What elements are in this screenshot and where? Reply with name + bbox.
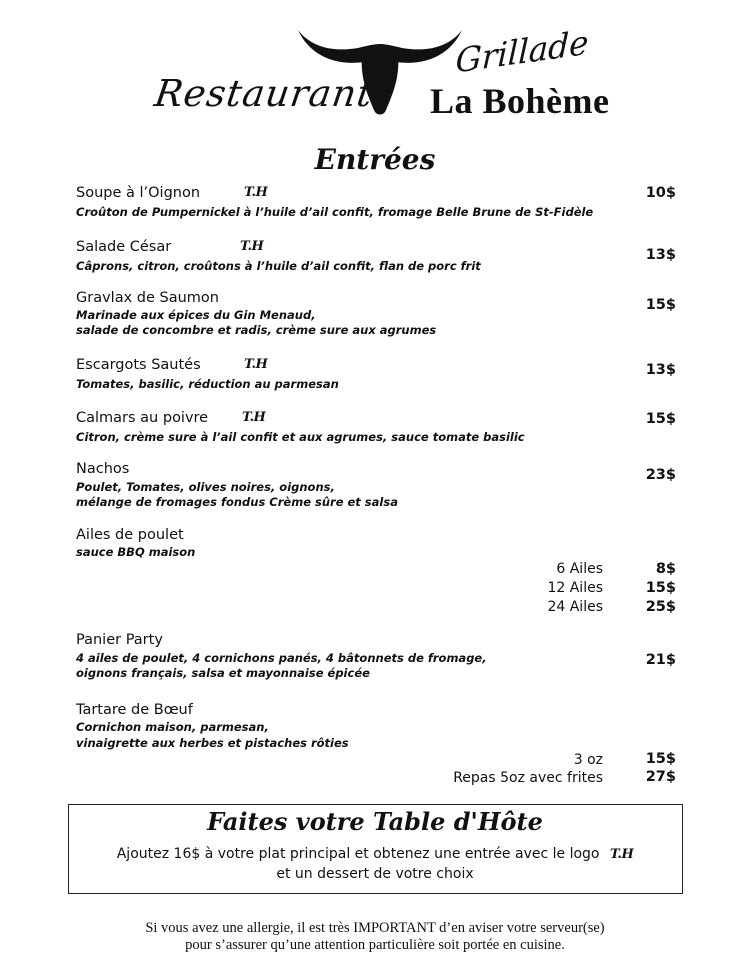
item-name: Tartare de Bœuf xyxy=(76,702,193,718)
item-price: 21$ xyxy=(645,652,676,668)
logo-grillade-text: Grillade xyxy=(454,22,590,81)
th-logo-icon: T.H xyxy=(244,185,268,200)
item-description: Câprons, citron, croûtons à l’huile d’ail confit, flan de porc frit xyxy=(76,259,481,273)
allergy-notice-line-1: Si vous avez une allergie, il est très IMPORTANT d’en aviser votre serveur(se) xyxy=(145,920,605,936)
item-description: salade de concombre et radis, crème sure aux agrumes xyxy=(76,323,437,337)
th-logo-icon: T.H xyxy=(244,357,268,372)
option-price: 15$ xyxy=(645,751,676,767)
item-description: Tomates, basilic, réduction au parmesan xyxy=(76,377,339,391)
table-hote-title: Faites votre Table d'Hôte xyxy=(207,807,543,836)
th-logo-icon: T.H xyxy=(240,239,264,254)
item-name: Ailes de poulet xyxy=(76,527,184,543)
item-price: 15$ xyxy=(645,411,676,427)
th-logo-icon: T.H xyxy=(609,847,634,862)
option-price: 15$ xyxy=(645,580,676,596)
item-price: 13$ xyxy=(645,247,676,263)
item-description: Poulet, Tomates, olives noires, oignons, xyxy=(76,480,335,494)
option-price: 27$ xyxy=(645,769,676,785)
item-description: Cornichon maison, parmesan, xyxy=(76,720,269,734)
item-description: oignons français, salsa et mayonnaise épicée xyxy=(76,666,370,680)
option-label: 12 Ailes xyxy=(547,580,603,596)
item-description: vinaigrette aux herbes et pistaches rôties xyxy=(76,736,349,750)
option-price: 8$ xyxy=(655,561,676,577)
option-label: 3 oz xyxy=(573,752,603,768)
item-name: Escargots Sautés xyxy=(76,357,201,373)
item-price: 13$ xyxy=(645,362,676,378)
option-label: 6 Ailes xyxy=(556,561,603,577)
logo-restaurant-text: Restaurant xyxy=(151,72,376,115)
item-name: Panier Party xyxy=(76,632,163,648)
item-name: Salade César xyxy=(76,239,172,255)
item-name: Soupe à l’Oignon xyxy=(76,185,201,201)
item-name: Gravlax de Saumon xyxy=(76,290,219,306)
option-label: Repas 5oz avec frites xyxy=(453,770,603,786)
item-price: 10$ xyxy=(645,185,676,201)
option-label: 24 Ailes xyxy=(547,599,603,615)
item-description: Citron, crème sure à l’ail confit et aux agrumes, sauce tomate basilic xyxy=(76,430,525,444)
table-hote-text: Ajoutez 16$ à votre plat principal et obtenez une entrée avec le logo xyxy=(116,846,600,862)
item-description: mélange de fromages fondus Crème sûre et salsa xyxy=(76,495,398,509)
table-hote-line-2: et un dessert de votre choix xyxy=(276,866,474,882)
item-name: Calmars au poivre xyxy=(76,410,209,426)
option-price: 25$ xyxy=(645,599,676,615)
item-price: 23$ xyxy=(645,467,676,483)
item-price: 15$ xyxy=(645,297,676,313)
restaurant-name: La Bohème xyxy=(430,81,610,121)
item-description: 4 ailes de poulet, 4 cornichons panés, 4 bâtonnets de fromage, xyxy=(76,651,487,665)
allergy-notice-line-2: pour s’assurer qu’une attention particulière soit portée en cuisine. xyxy=(185,937,565,953)
item-description: Marinade aux épices du Gin Menaud, xyxy=(76,308,316,322)
item-name: Nachos xyxy=(76,461,130,477)
th-logo-icon: T.H xyxy=(242,410,266,425)
section-title: Entrées xyxy=(314,143,436,176)
item-description: Croûton de Pumpernickel à l’huile d’ail confit, fromage Belle Brune de St-Fidèle xyxy=(76,205,594,219)
table-hote-line-1 xyxy=(0,846,750,862)
item-description: sauce BBQ maison xyxy=(76,545,196,559)
